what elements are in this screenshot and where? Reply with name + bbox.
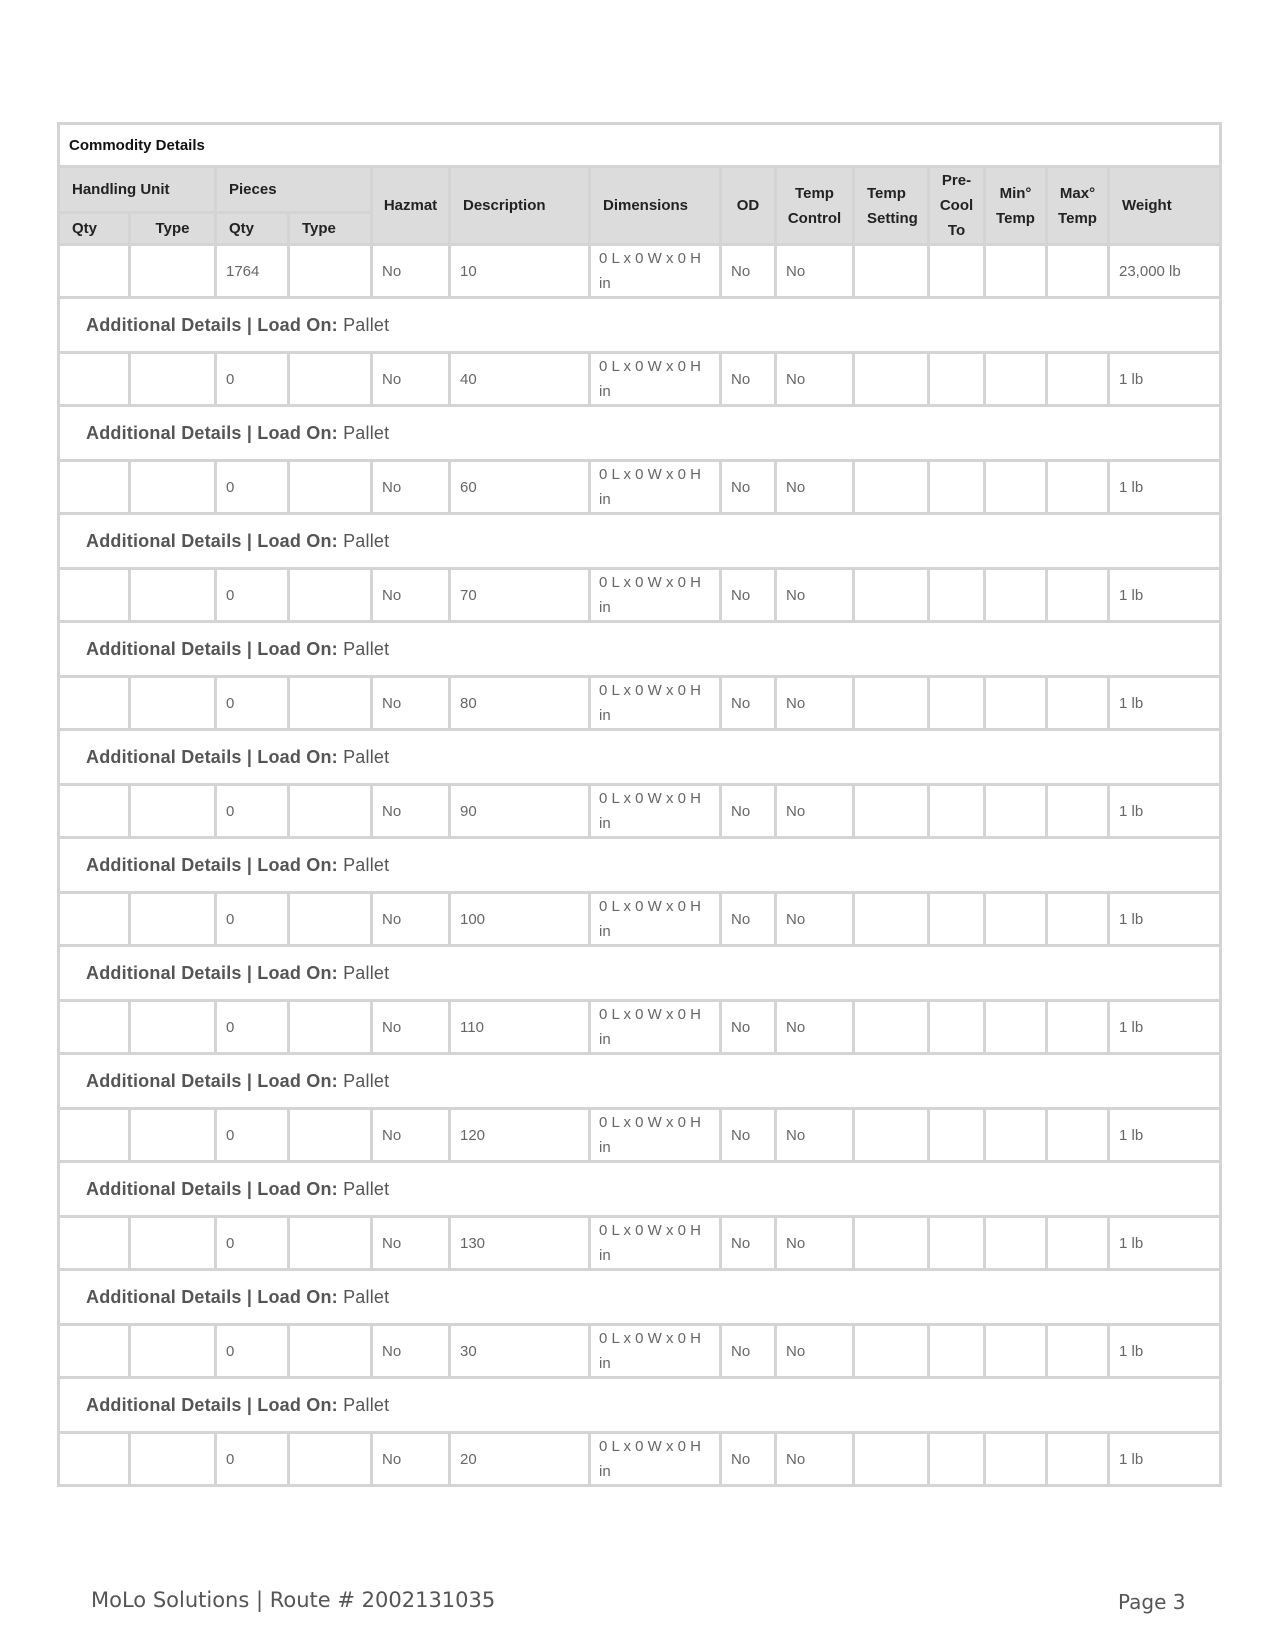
min-temp-cell: [985, 245, 1047, 298]
header-handling-unit: Handling Unit: [59, 167, 216, 213]
load-on-value: Pallet: [343, 530, 390, 551]
pieces-type-cell: [289, 353, 372, 406]
additional-details-label: Additional Details: [86, 1178, 242, 1199]
load-on-value: Pallet: [343, 1070, 390, 1091]
dimensions-cell: 0 L x 0 W x 0 H in: [590, 1001, 721, 1054]
pieces-qty-cell: 0: [216, 1001, 289, 1054]
pieces-type-cell: [289, 1109, 372, 1162]
pieces-qty-cell: 0: [216, 1325, 289, 1378]
description-cell: 130: [450, 1217, 590, 1270]
load-on-label: Load On:: [257, 1286, 338, 1307]
weight-cell: 1 lb: [1109, 1325, 1221, 1378]
dimensions-cell: 0 L x 0 W x 0 H in: [590, 677, 721, 730]
temp-control-cell: No: [776, 1217, 854, 1270]
temp-control-cell: No: [776, 569, 854, 622]
additional-details-label: Additional Details: [86, 422, 242, 443]
description-cell: 10: [450, 245, 590, 298]
table-row: [59, 1001, 1221, 1054]
od-cell: No: [721, 1433, 776, 1486]
pre-cool-to-cell: [929, 461, 985, 514]
load-on-label: Load On:: [257, 1178, 338, 1199]
table-row: [59, 1325, 1221, 1378]
header-hu-type: Type: [130, 213, 216, 245]
weight-cell: 1 lb: [1109, 677, 1221, 730]
temp-setting-cell: [854, 1109, 929, 1162]
hazmat-cell: No: [372, 353, 450, 406]
dimensions-cell: 0 L x 0 W x 0 H in: [590, 461, 721, 514]
hazmat-cell: No: [372, 1433, 450, 1486]
hu-qty-cell: [59, 461, 130, 514]
additional-details-separator: |: [246, 1286, 253, 1307]
weight-cell: 23,000 lb: [1109, 245, 1221, 298]
header-dimensions: Dimensions: [590, 167, 721, 245]
load-on-label: Load On:: [257, 638, 338, 659]
od-cell: No: [721, 1325, 776, 1378]
max-temp-cell: [1047, 677, 1109, 730]
hu-type-cell: [130, 461, 216, 514]
max-temp-cell: [1047, 1433, 1109, 1486]
table-row: [59, 461, 1221, 514]
pieces-qty-cell: 0: [216, 1433, 289, 1486]
temp-setting-cell: [854, 893, 929, 946]
hazmat-cell: No: [372, 1109, 450, 1162]
header-hu-qty: Qty: [59, 213, 130, 245]
additional-details-separator: |: [246, 746, 253, 767]
description-cell: 120: [450, 1109, 590, 1162]
od-cell: No: [721, 1109, 776, 1162]
pieces-qty-cell: 0: [216, 785, 289, 838]
additional-details-separator: |: [246, 422, 253, 443]
footer-page-number: Page 3: [1118, 1590, 1186, 1614]
min-temp-cell: [985, 1325, 1047, 1378]
hu-qty-cell: [59, 1109, 130, 1162]
pre-cool-to-cell: [929, 893, 985, 946]
header-hazmat: Hazmat: [372, 167, 450, 245]
hu-type-cell: [130, 569, 216, 622]
additional-details-row: [59, 298, 1221, 353]
temp-setting-cell: [854, 353, 929, 406]
load-on-label: Load On:: [257, 854, 338, 875]
pieces-qty-cell: 0: [216, 353, 289, 406]
description-cell: 60: [450, 461, 590, 514]
weight-cell: 1 lb: [1109, 1433, 1221, 1486]
additional-details-separator: |: [246, 1070, 253, 1091]
additional-details-row: [59, 622, 1221, 677]
temp-control-cell: No: [776, 677, 854, 730]
table-row: [59, 1109, 1221, 1162]
load-on-value: Pallet: [343, 746, 390, 767]
load-on-value: Pallet: [343, 1394, 390, 1415]
header-pieces: Pieces: [216, 167, 372, 213]
hazmat-cell: No: [372, 461, 450, 514]
hazmat-cell: No: [372, 677, 450, 730]
pieces-type-cell: [289, 893, 372, 946]
dimensions-cell: 0 L x 0 W x 0 H in: [590, 1325, 721, 1378]
weight-cell: 1 lb: [1109, 893, 1221, 946]
additional-details-row: [59, 514, 1221, 569]
od-cell: No: [721, 569, 776, 622]
description-cell: 90: [450, 785, 590, 838]
load-on-value: Pallet: [343, 422, 390, 443]
table-row: [59, 677, 1221, 730]
hazmat-cell: No: [372, 1217, 450, 1270]
temp-control-cell: No: [776, 1001, 854, 1054]
od-cell: No: [721, 893, 776, 946]
hazmat-cell: No: [372, 1325, 450, 1378]
hazmat-cell: No: [372, 569, 450, 622]
additional-details-row: [59, 1270, 1221, 1325]
header-pc-qty: Qty: [216, 213, 289, 245]
hu-qty-cell: [59, 1433, 130, 1486]
additional-details-cell: [59, 1162, 1221, 1217]
pre-cool-to-cell: [929, 569, 985, 622]
additional-details-separator: |: [246, 1178, 253, 1199]
additional-details-separator: |: [246, 962, 253, 983]
od-cell: No: [721, 677, 776, 730]
additional-details-row: [59, 1378, 1221, 1433]
temp-setting-cell: [854, 461, 929, 514]
dimensions-cell: 0 L x 0 W x 0 H in: [590, 353, 721, 406]
table-row: [59, 1433, 1221, 1486]
max-temp-cell: [1047, 785, 1109, 838]
min-temp-cell: [985, 1001, 1047, 1054]
od-cell: No: [721, 1001, 776, 1054]
header-pc-type: Type: [289, 213, 372, 245]
load-on-label: Load On:: [257, 1394, 338, 1415]
max-temp-cell: [1047, 893, 1109, 946]
dimensions-cell: 0 L x 0 W x 0 H in: [590, 1109, 721, 1162]
dimensions-cell: 0 L x 0 W x 0 H in: [590, 785, 721, 838]
additional-details-cell: [59, 1378, 1221, 1433]
weight-cell: 1 lb: [1109, 1109, 1221, 1162]
additional-details-separator: |: [246, 530, 253, 551]
load-on-label: Load On:: [257, 530, 338, 551]
pre-cool-to-cell: [929, 1325, 985, 1378]
hazmat-cell: No: [372, 785, 450, 838]
temp-setting-cell: [854, 569, 929, 622]
load-on-value: Pallet: [343, 962, 390, 983]
additional-details-cell: [59, 838, 1221, 893]
description-cell: 80: [450, 677, 590, 730]
additional-details-row: [59, 730, 1221, 785]
table-row: [59, 353, 1221, 406]
weight-cell: 1 lb: [1109, 1001, 1221, 1054]
table-row: [59, 245, 1221, 298]
hu-type-cell: [130, 1109, 216, 1162]
header-weight: Weight: [1109, 167, 1221, 245]
additional-details-label: Additional Details: [86, 1286, 242, 1307]
dimensions-cell: 0 L x 0 W x 0 H in: [590, 569, 721, 622]
temp-control-cell: No: [776, 1325, 854, 1378]
od-cell: No: [721, 245, 776, 298]
pieces-qty-cell: 1764: [216, 245, 289, 298]
max-temp-cell: [1047, 1109, 1109, 1162]
temp-control-cell: No: [776, 1433, 854, 1486]
description-cell: 20: [450, 1433, 590, 1486]
pieces-type-cell: [289, 785, 372, 838]
hu-qty-cell: [59, 677, 130, 730]
od-cell: No: [721, 461, 776, 514]
dimensions-cell: 0 L x 0 W x 0 H in: [590, 245, 721, 298]
temp-control-cell: No: [776, 1109, 854, 1162]
header-pre-cool-to: Pre-Cool To: [929, 167, 985, 245]
pieces-qty-cell: 0: [216, 893, 289, 946]
additional-details-separator: |: [246, 314, 253, 335]
additional-details-separator: |: [246, 854, 253, 875]
max-temp-cell: [1047, 1001, 1109, 1054]
additional-details-label: Additional Details: [86, 854, 242, 875]
header-temp-control: Temp Control: [776, 167, 854, 245]
weight-cell: 1 lb: [1109, 353, 1221, 406]
commodity-rows: [59, 245, 1221, 1486]
min-temp-cell: [985, 893, 1047, 946]
od-cell: No: [721, 1217, 776, 1270]
hu-qty-cell: [59, 1217, 130, 1270]
additional-details-cell: [59, 730, 1221, 785]
description-cell: 110: [450, 1001, 590, 1054]
header-min-temp: Min° Temp: [985, 167, 1047, 245]
temp-control-cell: No: [776, 245, 854, 298]
hu-qty-cell: [59, 785, 130, 838]
additional-details-cell: [59, 1054, 1221, 1109]
load-on-label: Load On:: [257, 422, 338, 443]
hu-type-cell: [130, 785, 216, 838]
pre-cool-to-cell: [929, 785, 985, 838]
load-on-label: Load On:: [257, 962, 338, 983]
footer-route: MoLo Solutions | Route # 2002131035: [91, 1588, 496, 1612]
od-cell: No: [721, 785, 776, 838]
table-row: [59, 1217, 1221, 1270]
load-on-label: Load On:: [257, 746, 338, 767]
max-temp-cell: [1047, 1325, 1109, 1378]
pre-cool-to-cell: [929, 353, 985, 406]
weight-cell: 1 lb: [1109, 461, 1221, 514]
temp-setting-cell: [854, 245, 929, 298]
pieces-type-cell: [289, 677, 372, 730]
pre-cool-to-cell: [929, 1109, 985, 1162]
max-temp-cell: [1047, 461, 1109, 514]
additional-details-row: [59, 838, 1221, 893]
min-temp-cell: [985, 677, 1047, 730]
hu-type-cell: [130, 353, 216, 406]
header-description: Description: [450, 167, 590, 245]
additional-details-row: [59, 1162, 1221, 1217]
hu-type-cell: [130, 245, 216, 298]
hu-type-cell: [130, 1217, 216, 1270]
temp-control-cell: No: [776, 893, 854, 946]
min-temp-cell: [985, 785, 1047, 838]
pre-cool-to-cell: [929, 677, 985, 730]
hu-type-cell: [130, 893, 216, 946]
pieces-type-cell: [289, 1325, 372, 1378]
pre-cool-to-cell: [929, 245, 985, 298]
additional-details-cell: [59, 946, 1221, 1001]
section-title: Commodity Details: [59, 124, 1221, 167]
additional-details-cell: [59, 406, 1221, 461]
min-temp-cell: [985, 1433, 1047, 1486]
pieces-type-cell: [289, 569, 372, 622]
load-on-value: Pallet: [343, 1178, 390, 1199]
header-od: OD: [721, 167, 776, 245]
commodity-table: [57, 122, 1222, 1487]
pieces-type-cell: [289, 461, 372, 514]
hu-type-cell: [130, 1433, 216, 1486]
temp-control-cell: No: [776, 353, 854, 406]
temp-control-cell: No: [776, 785, 854, 838]
min-temp-cell: [985, 1217, 1047, 1270]
additional-details-row: [59, 406, 1221, 461]
commodity-details-section: [57, 122, 1219, 1487]
table-row: [59, 893, 1221, 946]
pieces-qty-cell: 0: [216, 1109, 289, 1162]
hu-qty-cell: [59, 1325, 130, 1378]
table-row: [59, 785, 1221, 838]
additional-details-label: Additional Details: [86, 962, 242, 983]
pre-cool-to-cell: [929, 1217, 985, 1270]
max-temp-cell: [1047, 245, 1109, 298]
temp-setting-cell: [854, 1325, 929, 1378]
weight-cell: 1 lb: [1109, 785, 1221, 838]
additional-details-label: Additional Details: [86, 638, 242, 659]
additional-details-row: [59, 1054, 1221, 1109]
temp-setting-cell: [854, 785, 929, 838]
pieces-type-cell: [289, 1433, 372, 1486]
temp-control-cell: No: [776, 461, 854, 514]
weight-cell: 1 lb: [1109, 569, 1221, 622]
additional-details-label: Additional Details: [86, 1070, 242, 1091]
load-on-value: Pallet: [343, 854, 390, 875]
description-cell: 40: [450, 353, 590, 406]
additional-details-cell: [59, 514, 1221, 569]
max-temp-cell: [1047, 569, 1109, 622]
hu-qty-cell: [59, 569, 130, 622]
description-cell: 100: [450, 893, 590, 946]
dimensions-cell: 0 L x 0 W x 0 H in: [590, 893, 721, 946]
additional-details-label: Additional Details: [86, 746, 242, 767]
hu-qty-cell: [59, 353, 130, 406]
hu-qty-cell: [59, 1001, 130, 1054]
pieces-type-cell: [289, 1001, 372, 1054]
pieces-qty-cell: 0: [216, 569, 289, 622]
additional-details-label: Additional Details: [86, 1394, 242, 1415]
max-temp-cell: [1047, 353, 1109, 406]
temp-setting-cell: [854, 1217, 929, 1270]
hazmat-cell: No: [372, 893, 450, 946]
load-on-value: Pallet: [343, 314, 390, 335]
load-on-value: Pallet: [343, 638, 390, 659]
description-cell: 30: [450, 1325, 590, 1378]
pieces-qty-cell: 0: [216, 677, 289, 730]
additional-details-separator: |: [246, 638, 253, 659]
min-temp-cell: [985, 461, 1047, 514]
hu-type-cell: [130, 677, 216, 730]
additional-details-cell: [59, 622, 1221, 677]
max-temp-cell: [1047, 1217, 1109, 1270]
min-temp-cell: [985, 1109, 1047, 1162]
pre-cool-to-cell: [929, 1001, 985, 1054]
load-on-label: Load On:: [257, 1070, 338, 1091]
additional-details-label: Additional Details: [86, 314, 242, 335]
temp-setting-cell: [854, 677, 929, 730]
hazmat-cell: No: [372, 1001, 450, 1054]
additional-details-label: Additional Details: [86, 530, 242, 551]
pieces-qty-cell: 0: [216, 461, 289, 514]
pieces-type-cell: [289, 245, 372, 298]
description-cell: 70: [450, 569, 590, 622]
hu-type-cell: [130, 1325, 216, 1378]
weight-cell: 1 lb: [1109, 1217, 1221, 1270]
additional-details-separator: |: [246, 1394, 253, 1415]
dimensions-cell: 0 L x 0 W x 0 H in: [590, 1217, 721, 1270]
pre-cool-to-cell: [929, 1433, 985, 1486]
od-cell: No: [721, 353, 776, 406]
min-temp-cell: [985, 353, 1047, 406]
temp-setting-cell: [854, 1001, 929, 1054]
temp-setting-cell: [854, 1433, 929, 1486]
hu-qty-cell: [59, 893, 130, 946]
min-temp-cell: [985, 569, 1047, 622]
table-row: [59, 569, 1221, 622]
additional-details-cell: [59, 298, 1221, 353]
additional-details-cell: [59, 1270, 1221, 1325]
load-on-value: Pallet: [343, 1286, 390, 1307]
load-on-label: Load On:: [257, 314, 338, 335]
dimensions-cell: 0 L x 0 W x 0 H in: [590, 1433, 721, 1486]
header-max-temp: Max° Temp: [1047, 167, 1109, 245]
hu-type-cell: [130, 1001, 216, 1054]
pieces-type-cell: [289, 1217, 372, 1270]
additional-details-row: [59, 946, 1221, 1001]
pieces-qty-cell: 0: [216, 1217, 289, 1270]
hu-qty-cell: [59, 245, 130, 298]
header-temp-setting: Temp Setting: [854, 167, 929, 245]
hazmat-cell: No: [372, 245, 450, 298]
